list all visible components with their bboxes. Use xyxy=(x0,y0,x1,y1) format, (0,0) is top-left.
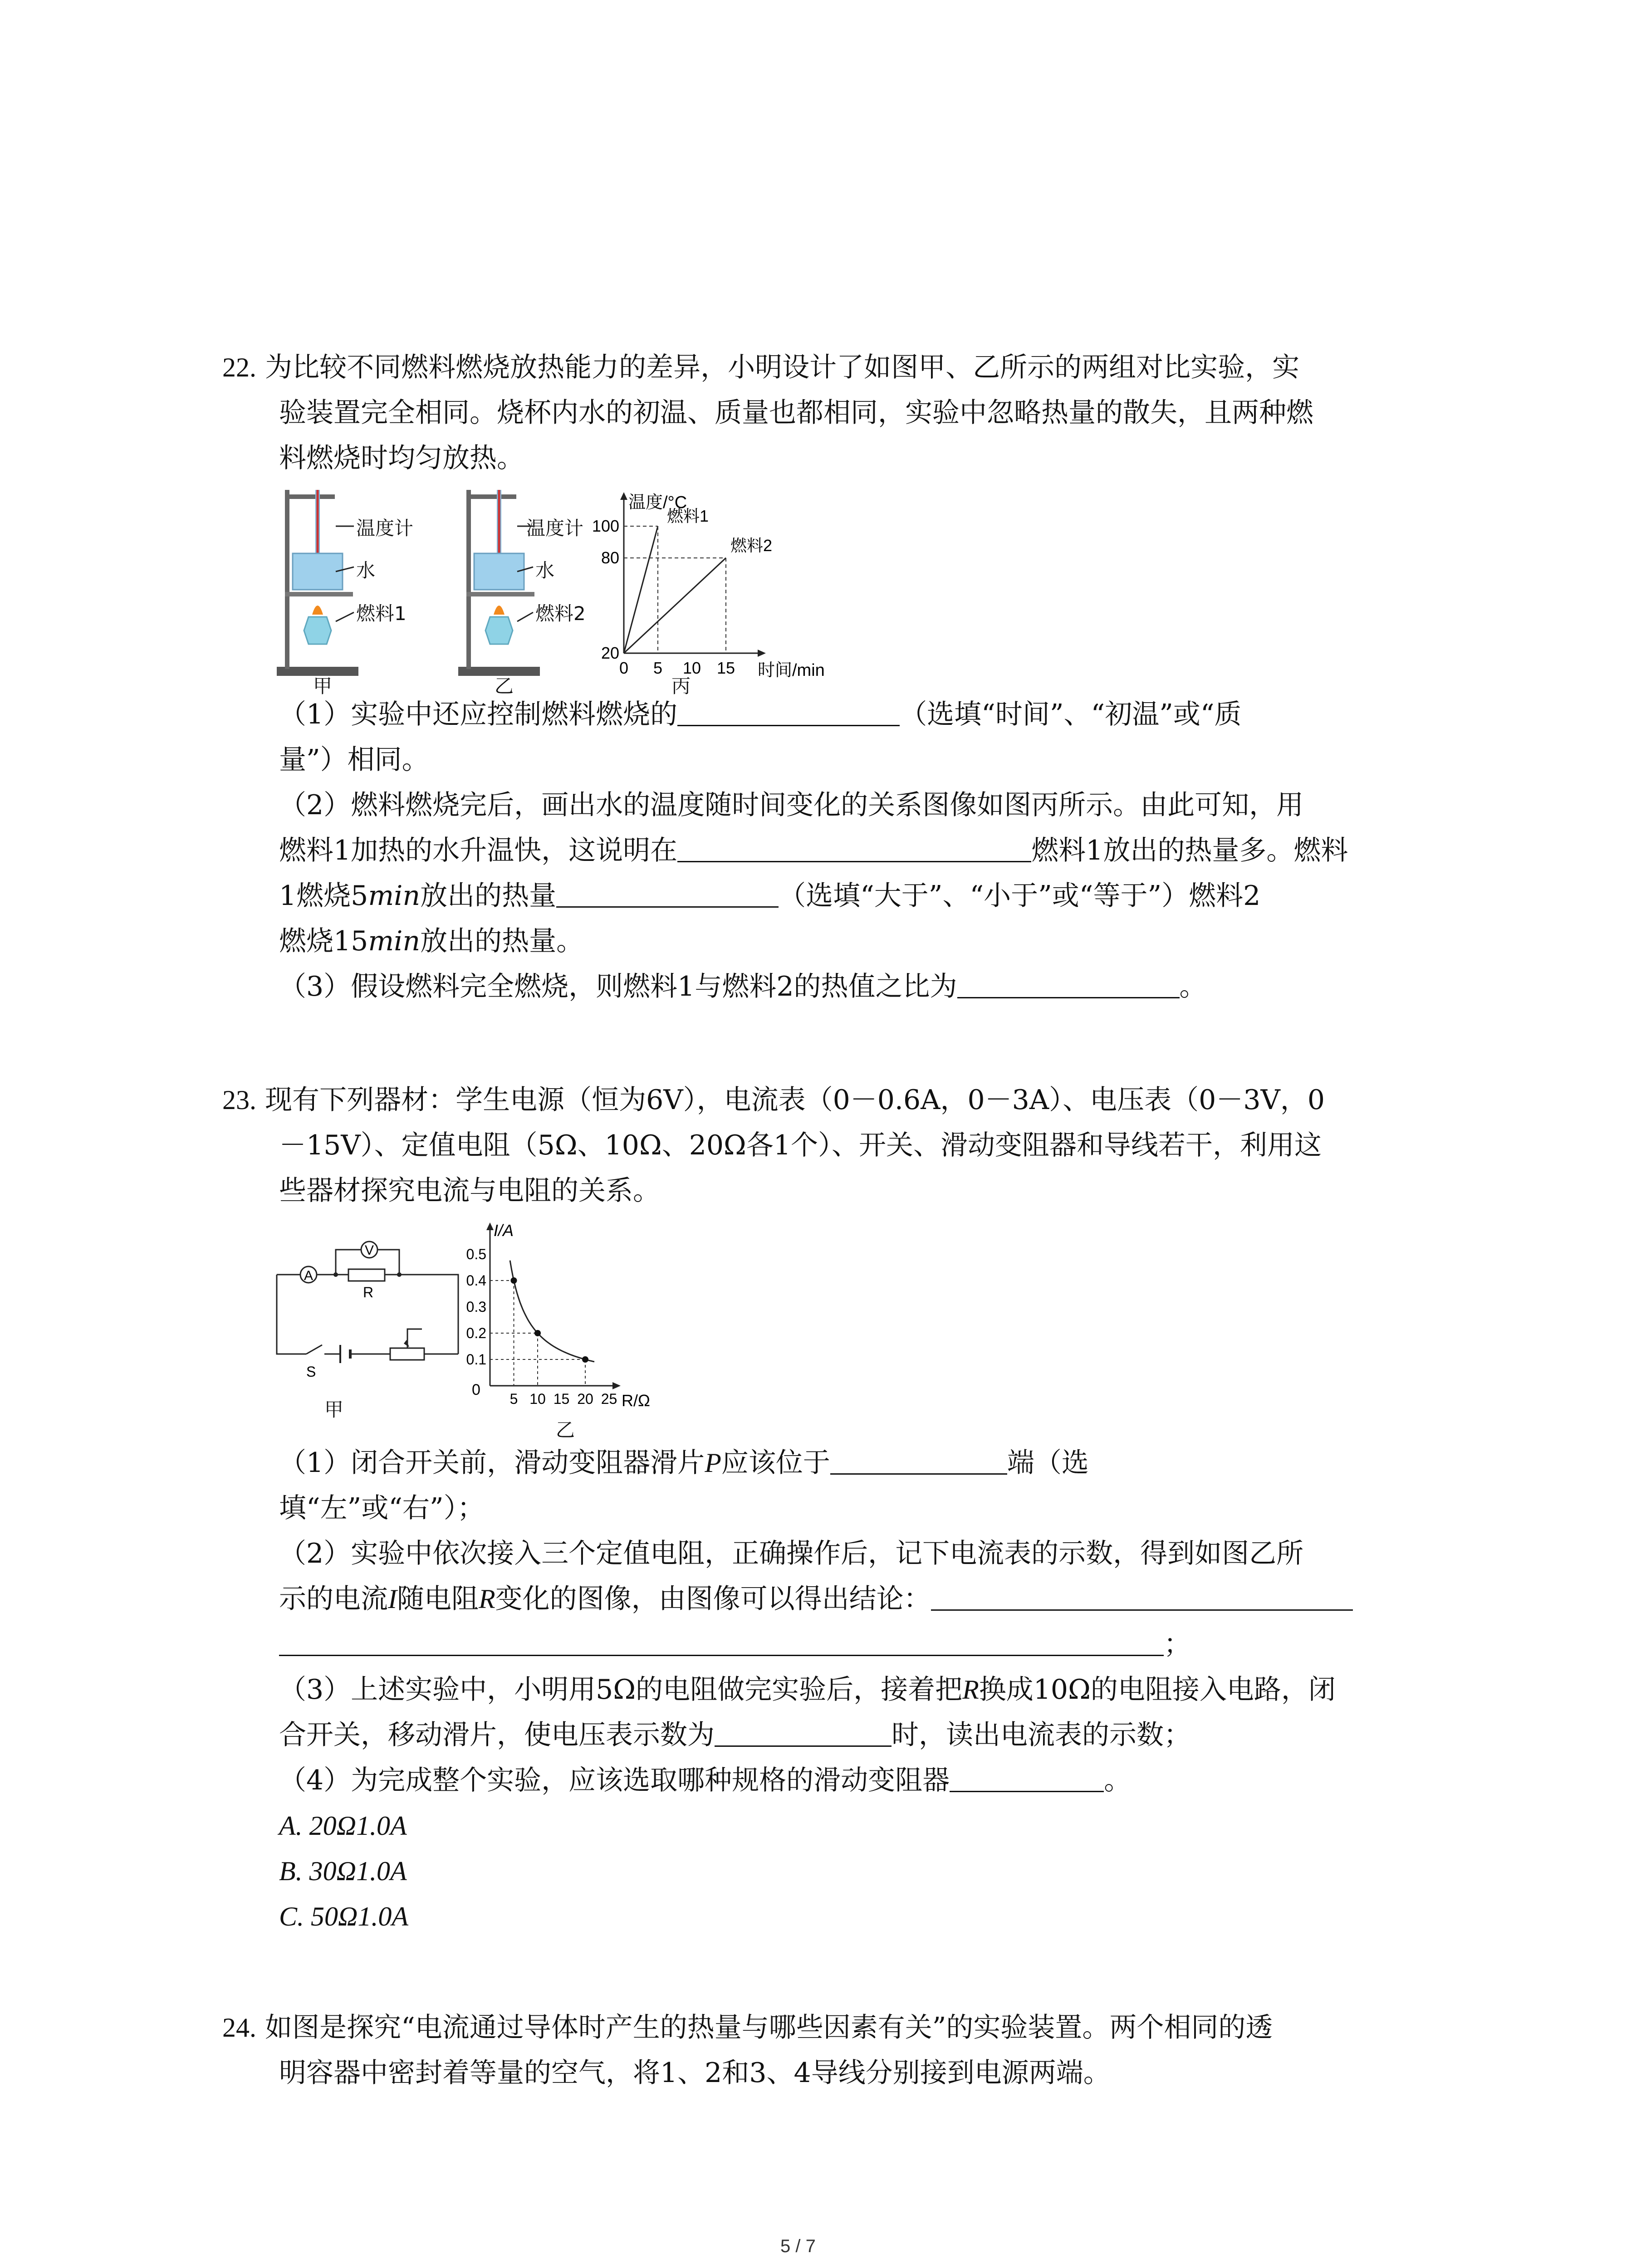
q23-p3-text-c: 合开关，移动滑片，使电压表示数为 xyxy=(279,1719,715,1751)
q23-option-a[interactable]: A. 20Ω1.0A xyxy=(279,1811,407,1841)
q22-p3-text-a: （3）假设燃料完全燃烧，则燃料1与燃料2的热值之比为 xyxy=(279,971,957,1002)
q23-p1-answer-blank[interactable] xyxy=(830,1447,1007,1475)
q22-yi-water-label: 水 xyxy=(535,559,555,582)
q23-number: 23. xyxy=(222,1085,256,1115)
slider-arrow xyxy=(404,1340,409,1347)
bing-x-tick-label: 0 xyxy=(619,659,629,677)
resistor-label: R xyxy=(363,1284,374,1300)
yi-data-point xyxy=(511,1277,517,1284)
yi-x-tick-label: 15 xyxy=(553,1391,570,1407)
yi-y-tick-label: 0.5 xyxy=(466,1246,486,1262)
bing-x-tick-label: 5 xyxy=(653,659,663,677)
q23-p4-answer-blank[interactable] xyxy=(950,1765,1104,1792)
yi-ylabel: I/A xyxy=(494,1221,514,1240)
resistor-symbol xyxy=(348,1269,385,1281)
rheostat-symbol xyxy=(390,1348,424,1360)
q22-p1-text-a: （1）实验中还应控制燃料燃烧的 xyxy=(279,699,678,730)
q23-p2-text-a: （2）实验中依次接入三个定值电阻，正确操作后，记下电流表的示数，得到如图乙所 xyxy=(279,1538,1304,1569)
ammeter-label: A xyxy=(304,1268,314,1283)
yi-x-tick-label: 5 xyxy=(509,1391,518,1407)
q22-p1-answer-blank[interactable] xyxy=(677,699,900,726)
q22-p2-answer-blank2[interactable] xyxy=(556,880,779,908)
q22-p1-text-b: （选填“时间”、“初温”或“质 xyxy=(900,699,1242,730)
q23-option-c[interactable]: C. 50Ω1.0A xyxy=(279,1901,409,1931)
q22-stem-line3: 料燃烧时均匀放热。 xyxy=(279,442,524,474)
q23-p1-var: P xyxy=(705,1448,721,1478)
q22-part2-line4 xyxy=(279,919,583,964)
q24-number: 24. xyxy=(222,2013,256,2043)
yi-x-tick-label: 20 xyxy=(577,1391,593,1407)
yi-curve xyxy=(510,1261,594,1362)
yi-data-point xyxy=(582,1356,588,1363)
q23-p2-answer-blank2[interactable] xyxy=(279,1628,1164,1656)
bing-series-line-2 xyxy=(624,558,726,653)
q22-p2-text-h: 放出的热量。 xyxy=(420,925,584,957)
q23-option-b[interactable]: B. 30Ω1.0A xyxy=(279,1856,407,1886)
q23-stem-text1: 现有下列器材：学生电源（恒为6V），电流表（0－0.6A，0－3A）、电压表（0－3V，0 xyxy=(265,1084,1325,1116)
q23-stem-line3: 些器材探究电流与电阻的关系。 xyxy=(279,1175,660,1207)
q23-part2-line3 xyxy=(279,1622,1191,1667)
q23-part2-line2 xyxy=(279,1576,1353,1622)
q22-p3-text-b: 。 xyxy=(1179,971,1207,1002)
yi-y-tick-label: 0.2 xyxy=(466,1325,486,1341)
bing-x-tick-label: 10 xyxy=(682,659,701,677)
q23-stem-line2: －15V）、定值电阻（5Ω、10Ω、20Ω各1个）、开关、滑动变阻器和导线若干，利用这 xyxy=(279,1129,1322,1161)
q23-p3-answer-blank[interactable] xyxy=(715,1719,892,1747)
q22-part1-line1 xyxy=(279,692,1242,737)
page-number: 5 / 7 xyxy=(780,2236,816,2256)
q23-part1-line1 xyxy=(279,1440,1089,1486)
q23-graph-caption: 乙 xyxy=(556,1419,575,1441)
q22-temperature-time-chart xyxy=(576,490,848,689)
q22-stem-line1 xyxy=(222,345,1299,390)
yi-xlabel: R/Ω xyxy=(622,1391,650,1410)
q23-p3-text-b: 换成10Ω的电阻接入电路，闭 xyxy=(979,1674,1336,1706)
q22-figure-bing xyxy=(576,490,848,708)
q22-p2-unit1: min xyxy=(368,880,421,912)
q22-p1-text-c: 量”）相同。 xyxy=(279,744,429,776)
yi-x-arrow xyxy=(612,1382,621,1389)
bing-xlabel: 时间/min xyxy=(758,661,825,680)
q22-jia-caption: 甲 xyxy=(313,675,333,697)
bing-y-tick-label: 100 xyxy=(592,517,619,535)
yi-origin-label: 0 xyxy=(472,1381,480,1398)
q22-p2-text-c: 燃料1放出的热量多。燃料 xyxy=(1031,835,1348,866)
q23-circuit-caption: 甲 xyxy=(324,1398,344,1421)
q22-part2-line3 xyxy=(279,873,1260,919)
q23-current-resistance-chart xyxy=(454,1216,681,1420)
q23-p1-text-c: 端（选 xyxy=(1007,1447,1089,1479)
q22-stem-line2: 验装置完全相同。烧杯内水的初温、质量也都相同，实验中忽略热量的散失，且两种燃 xyxy=(279,397,1313,429)
bing-x-arrow xyxy=(758,650,766,657)
q24-stem-line1 xyxy=(222,2005,1273,2050)
q23-part3-line1 xyxy=(279,1667,1336,1712)
q22-yi-caption: 乙 xyxy=(495,675,514,697)
q22-p2-unit2: min xyxy=(368,925,421,957)
yi-y-tick-label: 0.4 xyxy=(466,1272,486,1289)
q23-p2-text-d: 变化的图像，由图像可以得出结论： xyxy=(495,1583,931,1615)
q22-p2-text-d: 1燃烧5 xyxy=(279,880,368,912)
q23-p3-var: R xyxy=(962,1675,979,1705)
q22-p2-text-b: 燃料1加热的水升温快，这说明在 xyxy=(279,835,678,866)
q22-number: 22. xyxy=(222,352,256,382)
q23-p4-text-a: （4）为完成整个实验，应该选取哪种规格的滑动变阻器 xyxy=(279,1765,950,1796)
yi-data-point xyxy=(534,1330,541,1336)
bing-series-label: 燃料2 xyxy=(730,536,773,555)
q22-part3-line xyxy=(279,964,1207,1009)
q22-stem-text1: 为比较不同燃料燃烧放热能力的差异，小明设计了如图甲、乙所示的两组对比实验，实 xyxy=(265,352,1300,383)
q22-p2-text-a: （2）燃料燃烧完后，画出水的温度随时间变化的关系图像如图丙所示。由此可知，用 xyxy=(279,789,1304,821)
q22-yi-fuel-label: 燃料2 xyxy=(535,602,586,625)
yi-y-tick-label: 0.3 xyxy=(466,1299,486,1315)
bing-y-arrow xyxy=(620,492,627,500)
q23-p1-text-d: 填“左”或“右”）； xyxy=(279,1492,485,1524)
bing-ylabel: 温度/°C xyxy=(628,493,687,512)
q23-p1-text-b: 应该位于 xyxy=(721,1447,830,1479)
bing-y-tick-label: 80 xyxy=(601,548,619,567)
q23-p2-var2: R xyxy=(478,1584,495,1614)
switch-label: S xyxy=(306,1364,316,1380)
q23-p3-text-a: （3）上述实验中，小明用5Ω的电阻做完实验后，接着把 xyxy=(279,1674,963,1706)
q22-jia-thermometer-label: 温度计 xyxy=(356,517,414,539)
q23-part3-line2 xyxy=(279,1712,1191,1758)
yi-y-tick-label: 0.1 xyxy=(466,1351,486,1368)
yi-y-arrow xyxy=(486,1222,494,1230)
q23-p3-text-d: 时，读出电流表的示数； xyxy=(892,1719,1191,1751)
q22-yi-thermometer-label: 温度计 xyxy=(526,517,584,539)
q22-bing-caption: 丙 xyxy=(671,675,691,697)
q22-jia-water-label: 水 xyxy=(356,559,376,582)
bing-x-tick-label: 15 xyxy=(716,659,735,677)
q22-p3-answer-blank[interactable] xyxy=(957,971,1180,998)
q23-circuit-diagram xyxy=(272,1225,472,1388)
q22-part2-line2 xyxy=(279,828,1348,873)
q23-p2-var1: I xyxy=(388,1584,397,1614)
q22-p2-text-e: 放出的热量 xyxy=(420,880,557,912)
bing-series-label: 燃料1 xyxy=(667,507,709,525)
q24-stem-line2: 明容器中密封着等量的空气，将1、2和3、4导线分别接到电源两端。 xyxy=(279,2057,1111,2089)
q24-stem-text1: 如图是探究“电流通过导体时产生的热量与哪些因素有关”的实验装置。两个相同的透 xyxy=(265,2012,1273,2043)
q23-p2-text-b: 示的电流 xyxy=(279,1583,388,1615)
q23-p2-answer-blank1[interactable] xyxy=(931,1583,1353,1611)
q23-graph-figure xyxy=(454,1216,681,1452)
q22-figure-jia xyxy=(272,485,445,708)
bing-y-tick-label: 20 xyxy=(601,644,619,662)
q23-p4-text-b: 。 xyxy=(1104,1765,1132,1796)
q22-p2-answer-blank1[interactable] xyxy=(677,835,1031,862)
q23-p1-text-a: （1）闭合开关前，滑动变阻器滑片 xyxy=(279,1447,705,1479)
q23-p2-end: ； xyxy=(1164,1628,1191,1660)
q22-p2-text-g: 燃烧15 xyxy=(279,925,368,957)
q22-p2-text-f: （选填“大于”、“小于”或“等于”）燃料2 xyxy=(779,880,1261,912)
yi-x-tick-label: 10 xyxy=(529,1391,546,1407)
yi-x-tick-label: 25 xyxy=(601,1391,617,1407)
q23-circuit-figure xyxy=(272,1225,472,1433)
q23-p2-text-c: 随电阻 xyxy=(397,1583,479,1615)
q23-stem-line1 xyxy=(222,1077,1325,1123)
q22-jia-fuel-label: 燃料1 xyxy=(356,602,407,625)
q23-part4-line xyxy=(279,1758,1131,1803)
voltmeter-label: V xyxy=(364,1243,374,1258)
bing-series-line-1 xyxy=(624,526,658,653)
